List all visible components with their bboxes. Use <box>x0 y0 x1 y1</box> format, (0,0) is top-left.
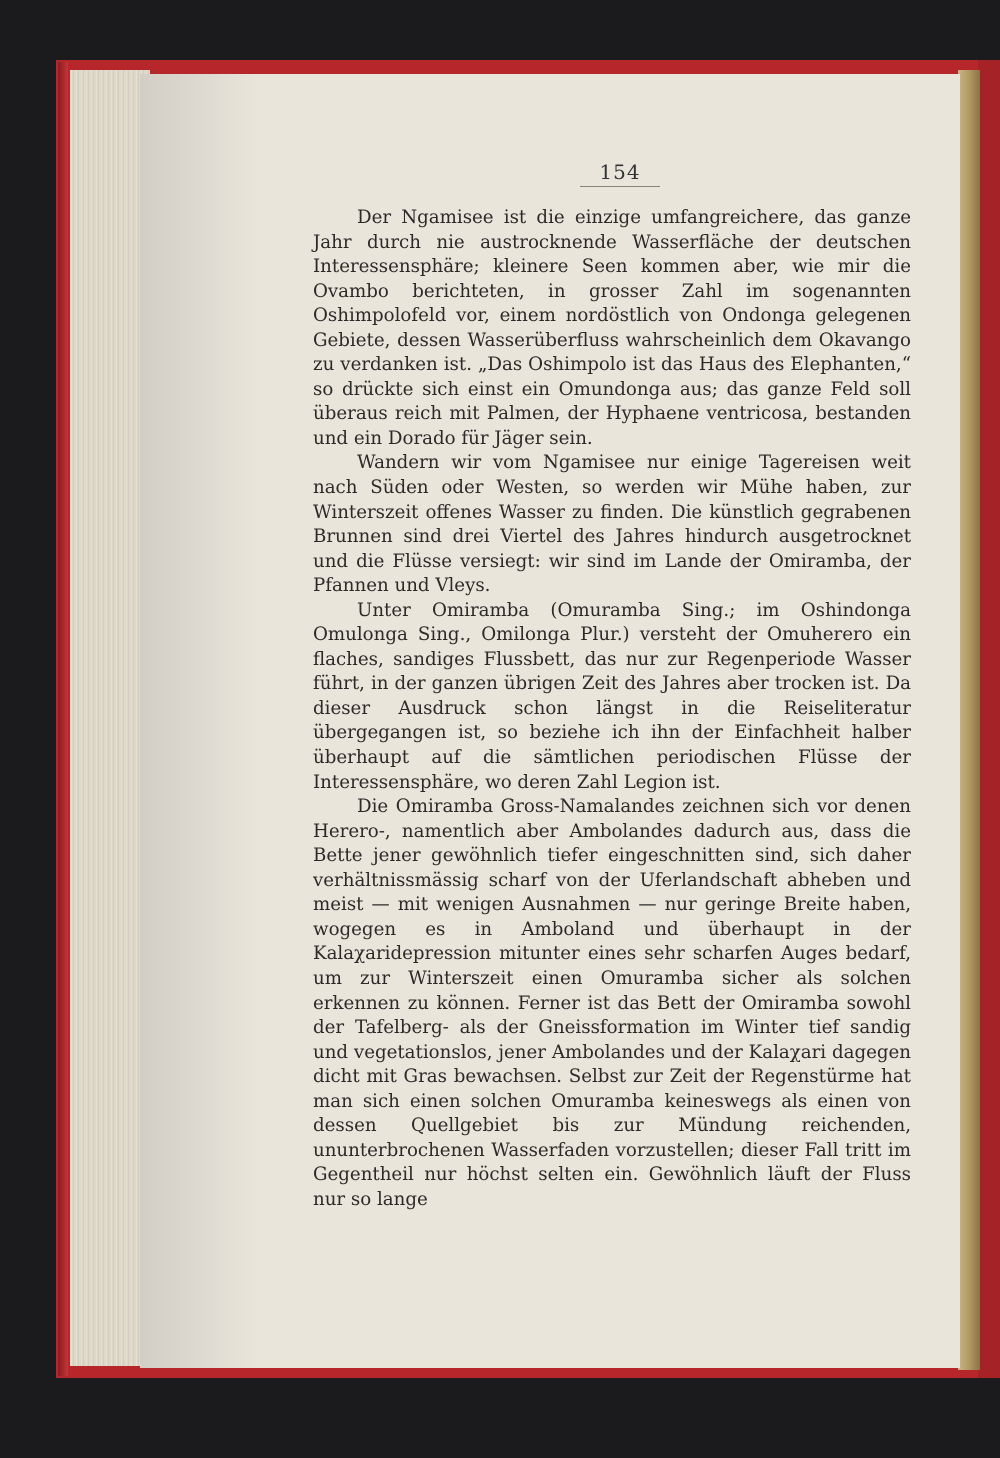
cover-edge <box>58 62 68 1376</box>
page-stack-edges <box>70 70 150 1366</box>
binding-gutter <box>958 70 980 1370</box>
paragraph: Unter Omiramba (Omuramba Sing.; im Oshindonga Omulonga Sing., Omilonga Plur.) versteht der Omuherero ein flaches, sandiges Flussbett, das nur zur Regenperiode Wasser führt, in der ganzen übrigen Zeit des Jahres aber trocken ist. Da dieser Ausdruck schon längst in die Reiseliteratur übergegangen ist, so beziehe ich ihn der Einfachheit halber überhaupt auf die sämtlichen periodischen Flüsse der Interessensphäre, wo deren Zahl Legion ist. <box>313 599 911 793</box>
page-number-rule <box>580 186 660 187</box>
page-number: 154 <box>599 160 641 184</box>
page-shadow <box>140 74 260 1368</box>
paragraph: Der Ngamisee ist die einzige umfangreichere, das ganze Jahr durch nie austrocknende Wasserfläche der deutschen Interessensphäre; kleinere Seen kommen aber, wie mir die Ovambo berichteten, in grosser Zahl im sogenannten Oshimpolofeld vor, einem nordöstlich von Ondonga gelegenen Gebiete, dessen Wasserüberfluss wahrscheinlich dem Okavango zu verdanken ist. „Das Oshimpolo ist das Haus des Elephanten,“ so drückte sich einst ein Omundonga aus; das ganze Feld soll überaus reich mit Palmen, der Hyphaene ventricosa, bestanden und ein Dorado für Jäger sein. <box>313 207 911 449</box>
cover-right-edge <box>978 60 1000 1378</box>
body-text <box>313 206 911 1212</box>
paragraph: Die Omiramba Gross-Namalandes zeichnen sich vor denen Herero-, namentlich aber Ambolandes dadurch aus, dass die Bette jener gewöhnlich tiefer eingeschnitten sind, sich daher verhältnissmässig scharf von der Uferlandschaft abheben und meist — mit wenigen Ausnahmen — nur geringe Breite haben, wogegen es in Amboland und überhaupt in der Kalaχaridepression mitunter eines sehr scharfen Auges bedarf, um zur Winterszeit einen Omuramba sicher als solchen erkennen zu können. Ferner ist das Bett der Omiramba sowohl der Tafelberg- als der Gneissformation im Winter tief sandig und vegetationslos, jener Ambolandes und der Kalaχari dagegen dicht mit Gras bewachsen. Selbst zur Zeit der Regenstürme hat man sich einen solchen Omuramba keineswegs als einen von dessen Quellgebiet bis zur Mündung reichenden, ununterbrochenen Wasserfaden vorzustellen; dieser Fall tritt im Gegentheil nur höchst selten ein. Gewöhnlich läuft der Fluss nur so lange <box>313 796 911 1210</box>
paragraph: Wandern wir vom Ngamisee nur einige Tagereisen weit nach Süden oder Westen, so werden wir Mühe haben, zur Winterszeit offenes Wasser zu finden. Die künstlich gegrabenen Brunnen sind drei Viertel des Jahres hindurch ausgetrocknet und die Flüsse versiegt: wir sind im Lande der Omiramba, der Pfannen und Vleys. <box>313 452 911 597</box>
